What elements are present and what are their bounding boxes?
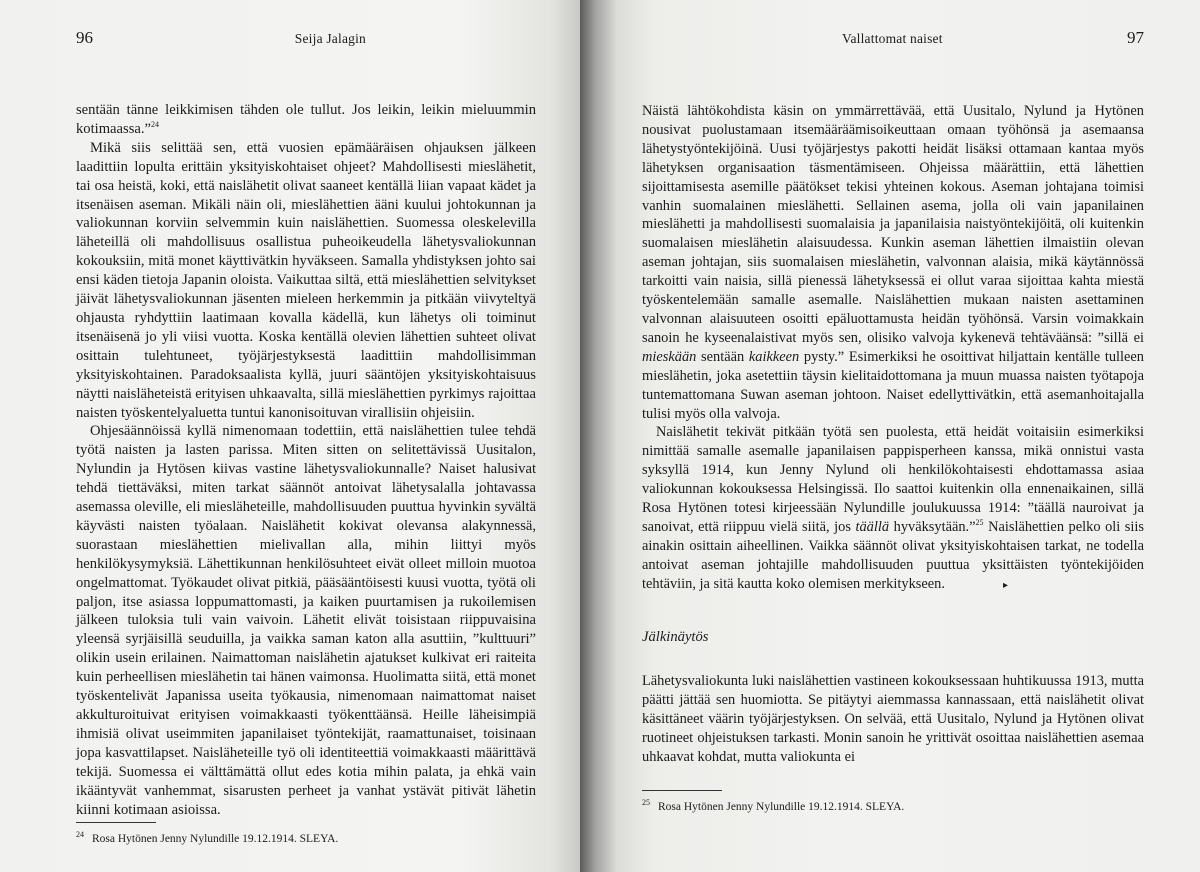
emphasis: täällä bbox=[855, 518, 890, 535]
footnote-text: Rosa Hytönen Jenny Nylundille 19.12.1914. SLEYA. bbox=[92, 833, 339, 845]
footnote-area bbox=[642, 790, 1144, 813]
footnote-ref[interactable]: 25 bbox=[975, 518, 984, 528]
paragraph: Ohjesäännöissä kyllä nimenomaan todettiin, että naislähettien tulee tehdä työtä naisten ja lasten parissa. Miten sitten on selitettävissä Uusitalon, Nylundin ja Hytösen kiivas vastine lähetysvaliokunnalle? Naiset halusivat tehdä tiettäväksi, miten tarkat säännöt antoivat lähetysalalla johtavassa asemassa oleville, eli miesläheteille, mahdollisuuden puuttua hyvinkin syvältä käyvästi naisten työalaan. Naislähetit kokivat olevansa alakynnessä, suorastaan mieslähettien mielivallan alla, mihin liittyi myös henkilökysymyksiä. Lähettikunnan henkilösuhteet eivät olleet milloin muotoa ongelmattomat. Työkaudet olivat pitkiä, pääsääntöisesti kuusi vuotta, työtä oli paljon, itse asiassa loppumattomasti, ja kaiken puurtamisen ja rukoilemisen jälkeen tuloksia tuli vain vaivoin. Lähetit elivät toisistaan riippuvaisina yleensä syrjäisillä seuduilla, ja vaikka saman katon alla asuttiin, ”kulttuuri” olikin usein erilainen. Naimattoman naislähetin ajatukset kulkivat eri raiteita kuin perheellisen mieslähetin tai hänen vaimonsa. Huolimatta siitä, että monet työskentelivät Japanissa useita työkausia, nimenomaan naimattomat naiset akkulturoituivat erityisen voimakkaasti työkenttäänsä. Heille läheisimpiä ihmisiä olivat useimmiten japanilaiset työntekijät, raamattunaiset, toisinaan jopa kasvattilapset. Naisläheteille työ oli identiteettiä voimakkaasti määrittävä tekijä. Suomessa ei välttämättä ollut edes kotia mihin palata, ja ehkä vain ikääntyvät vanhemmat, sisarusten perheet ja vanhat ystävät pitivät lähetin kiinni kotimaan asioissa. bbox=[76, 423, 536, 818]
paragraph bbox=[642, 102, 1144, 423]
footnote-text: Rosa Hytönen Jenny Nylundille 19.12.1914. SLEYA. bbox=[658, 801, 905, 813]
paragraph: Mikä siis selittää sen, että vuosien epämääräisen ohjauksen jälkeen laadittiin lopulta erittäin yksityiskohtaiset ohjeet? Mahdollisesti mieslähetit, tai osa heistä, koki, että naislähetit olivat saaneet kentällä liian vapaat kädet ja itsenäisen aseman. Mikäli näin oli, mieslähettien ääni kuului johtokunnan ja valiokunnan korviin selvemmin kuin naislähettien. Suomessa oleskelevilla läheteillä oli mahdollisuus osallistua puheoikeudella lähetysvaliokunnan kokouksiin, mitä monet käyttivätkin hyväkseen. Samalla yhdistyksen johto sai ensi käden tietoja Japanin oloista. Vaikuttaa siltä, että mieslähettien selvitykset jäivät lähetysvaliokunnan jäsenten mieleen herkemmin ja pitkään viivyteltyä ohjausta ryhdyttiin laatimaan kovalla kädellä, kun lähetys oli toiminut itsenäisenä jo yli viisi vuotta. Koska kentällä olevien lähettien suhteet olivat osittain tulehtuneet, työjärjestyksestä laadittiin mahdollisimman yksityiskohtainen. Paradoksaalista kyllä, juuri sääntöjen yksityiskohtaisuus näytti naisläheteistä erityisen uhkaavalta, sillä mieslähettien pyrkimys rajoittaa naisten työskentelyaluetta tuntui kanonisoituvan virallisiin ohjeisiin. bbox=[76, 139, 536, 421]
right-page bbox=[580, 0, 1200, 872]
section-heading: Jälkinäytös bbox=[642, 628, 709, 645]
footnote bbox=[76, 830, 536, 845]
right-body-text bbox=[642, 102, 1144, 767]
footnote bbox=[642, 798, 1144, 813]
paragraph bbox=[642, 423, 1144, 595]
footnote-rule bbox=[642, 790, 722, 791]
page-number: 96 bbox=[76, 28, 93, 47]
text-run: hyväksytään.” bbox=[889, 518, 976, 535]
left-page bbox=[0, 0, 580, 872]
footnote-ref[interactable]: 24 bbox=[150, 120, 159, 130]
footnote-rule bbox=[76, 822, 156, 823]
emphasis: kaikkeen bbox=[748, 348, 800, 365]
cursor-mark: ▸ bbox=[1002, 579, 1008, 591]
paragraph: Lähetysvaliokunta luki naislähettien vastineen kokouksessaan huhtikuussa 1913, mutta päätti jättää sen huomiotta. Se pitäytyi aiemmassa kannassaan, että naislähetit olivat käsittäneet väärin työjärjestyksen. On selvää, että Uusitalo, Nylund ja Hytönen olivat ruotineet ohjeistuksen tarkasti. Monin sanoin he yrittivät osoittaa naislähettien asemaa uhkaavat kohdat, mutta valiokunta ei bbox=[642, 673, 1144, 766]
footnote-area bbox=[76, 822, 536, 845]
text-run: Naislähetit tekivät pitkään työtä sen puolesta, että heidät voitaisiin esimerkiksi nimittää samalle asemalle japanilaisen pappisperheen kanssa, mikä onnistui vasta syksyllä 1914, kun Jenny Nylund oli henkilökohtaisesti ehdottamassa asiaa valiokunnan kokouksessa Helsingissä. Ilo saattoi kuitenkin olla ennenaikainen, sillä Rosa Hytönen totesi kirjeessään Nylundille joulukuussa 1914: ”täällä nauroivat ja sanoivat, että riippuu vielä siitä, jos bbox=[642, 424, 1144, 535]
running-head-left bbox=[76, 28, 536, 84]
running-head-right bbox=[642, 28, 1144, 84]
paragraph: sentään tänne leikkimisen tähden ole tullut. Jos leikin, leikin mieluummin kotimaassa.”$^{24}$ bbox=[76, 102, 536, 137]
text-run: pysty.” Esimerkiksi he osoittivat hiljattain kentälle tulleen mieslähetin, joka asetettiin täysin kielitaidottomana ja muun muassa naisten työtapoja tuntemattomana Suwan aseman johtoon. Naiset edellyttivätkin, että asemanhoitajalla tulisi myös olla valvoja. bbox=[642, 348, 1144, 422]
page-number: 97 bbox=[1127, 28, 1144, 47]
running-head-author: Seija Jalagin bbox=[294, 31, 366, 46]
footnote-number: 25 bbox=[642, 798, 650, 808]
footnote-number: 24 bbox=[76, 830, 84, 840]
left-body-text bbox=[76, 101, 536, 819]
text-run: sentään bbox=[696, 348, 749, 365]
running-head-chapter: Vallattomat naiset bbox=[842, 31, 943, 46]
emphasis: mieskään bbox=[642, 348, 697, 365]
text-run: Naislähettien pelko oli siis ainakin osittain aiheellinen. Vaikka säännöt olivat yksityiskohtaisen tarkat, ne todella antoivat aseman johtajille mahdollisuuden puuttua yksittäisten työntekijöiden tehtäviin, ja sitä kautta koko olemisen merkitykseen. bbox=[642, 518, 1144, 592]
text-run: Näistä lähtökohdista käsin on ymmärrettävää, että Uusitalo, Nylund ja Hytönen nousivat puolustamaan itsemääräämisoikeuttaan omaan työhönsä ja asemaansa lähetystyöntekijöinä. Uusi työjärjestys pakotti heidät lisäksi ottamaan kantaa myös lähetyksen organisaation täsmentämiseen. Ohjeissa määrättiin, että lähettien sijoittamisesta asemille päätökset tekisi yhteinen kokous. Aseman johtajana toimisi vanhin suomalainen mieslähetti. Sellainen asema, jolla oli vain japanilainen mieslähetti ja mahdollisesti suomalaisia ja japanilaisia naistyöntekijöitä, oli kuitenkin suomalaisen mieslähetin alaisuudessa. Kunkin aseman lähettien ilmaistiin olevan aseman johtajan, siis suomalaisen mieslähetin, valvonnan alaisia, mikä käytännössä tarkoitti vain naisia, sillä pienessä lähetyksessä ei ollut varaa sijoittaa kahta miestä työskentelemään samalle asemalle. Naislähettien mukaan naisten asettaminen valvonnan alaisuuteen osoitti epäluottamusta heidän työhönsä. Varsin voimakkain sanoin he kyseenalaistivat myös sen, olisiko valvoja kykenevä tehtäväänsä: ”sillä ei bbox=[642, 103, 1144, 346]
